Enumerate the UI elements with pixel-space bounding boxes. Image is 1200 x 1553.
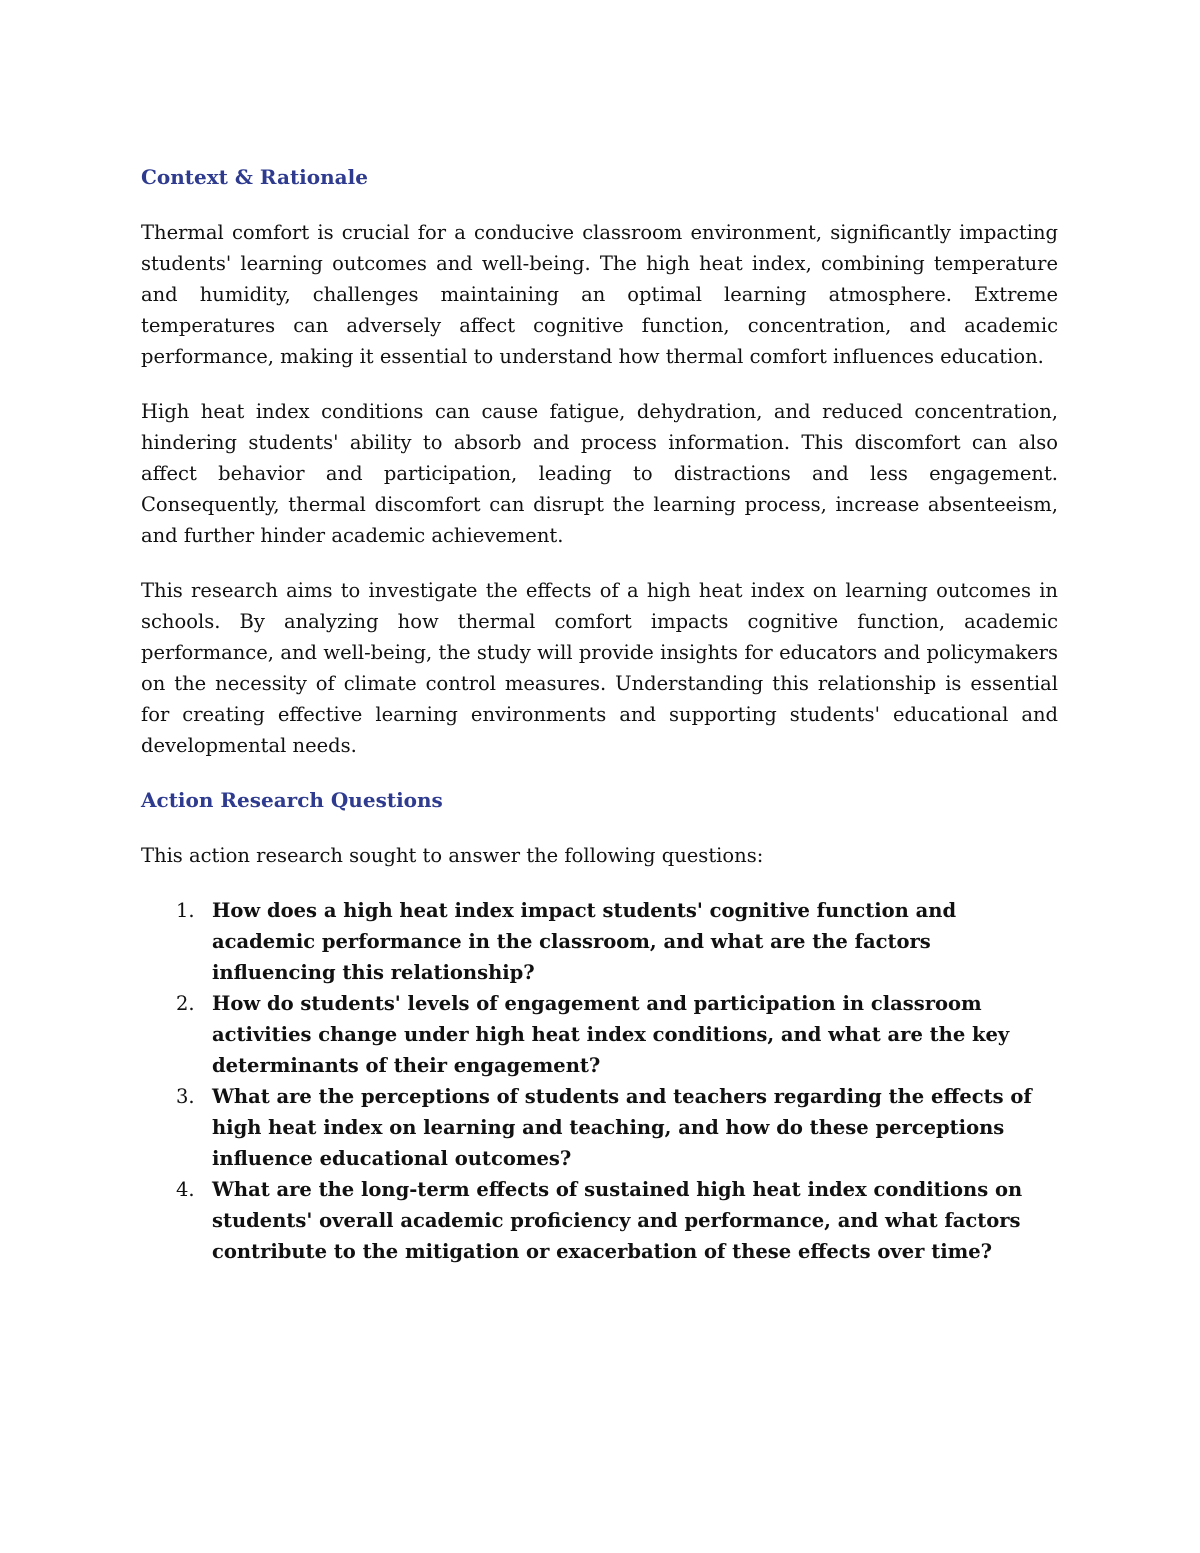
questions-intro: This action research sought to answer the following questions: [141,844,764,867]
context-paragraph-3: This research aims to investigate the effects of a high heat index on learning outcomes in schools. By analyzing how thermal comfort impacts cognitive function, academic performance, and well-being, the study will provide insights for educators and policymakers on the necessity of climate control measures. Understanding this relationship is essential for creating effective learning environments and supporting students' educational and developmental needs. [141,579,1058,757]
question-text: What are the long-term effects of sustained high heat index conditions on students' overall academic proficiency and performance, and what factors contribute to the mitigation or exacerbation of these effects over time? [212,1178,1023,1263]
question-text: How do students' levels of engagement and participation in classroom activities change under high heat index conditions, and what are the key determinants of their engagement? [212,992,1010,1077]
action-research-questions-heading: Action Research Questions [141,788,443,812]
context-paragraph-2: High heat index conditions can cause fatigue, dehydration, and reduced concentration, hindering students' ability to absorb and process information. This discomfort can also affect behavior and participation, leading to distractions and less engagement. Consequently, thermal discomfort can disrupt the learning process, increase absenteeism, and further hinder academic achievement. [141,400,1058,547]
research-question-3 [141,1081,1058,1174]
research-question-4 [141,1174,1058,1267]
question-text: How does a high heat index impact students' cognitive function and academic performance in the classroom, and what are the factors influencing this relationship? [212,899,957,984]
question-text: What are the perceptions of students and teachers regarding the effects of high heat index on learning and teaching, and how do these perceptions influence educational outcomes? [212,1085,1032,1170]
context-paragraph-1: Thermal comfort is crucial for a conducive classroom environment, significantly impacting students' learning outcomes and well-being. The high heat index, combining temperature and humidity, challenges maintaining an optimal learning atmosphere. Extreme temperatures can adversely affect cognitive function, concentration, and academic performance, making it essential to understand how thermal comfort influences education. [141,221,1058,368]
document-content [141,162,1058,1267]
list-number: 2. [176,992,195,1015]
list-number: 4. [176,1178,195,1201]
list-number: 1. [176,899,195,922]
context-rationale-heading: Context & Rationale [141,165,368,189]
research-question-1 [141,895,1058,988]
research-question-2 [141,988,1058,1081]
list-number: 3. [176,1085,195,1108]
research-questions-list [141,895,1058,1267]
